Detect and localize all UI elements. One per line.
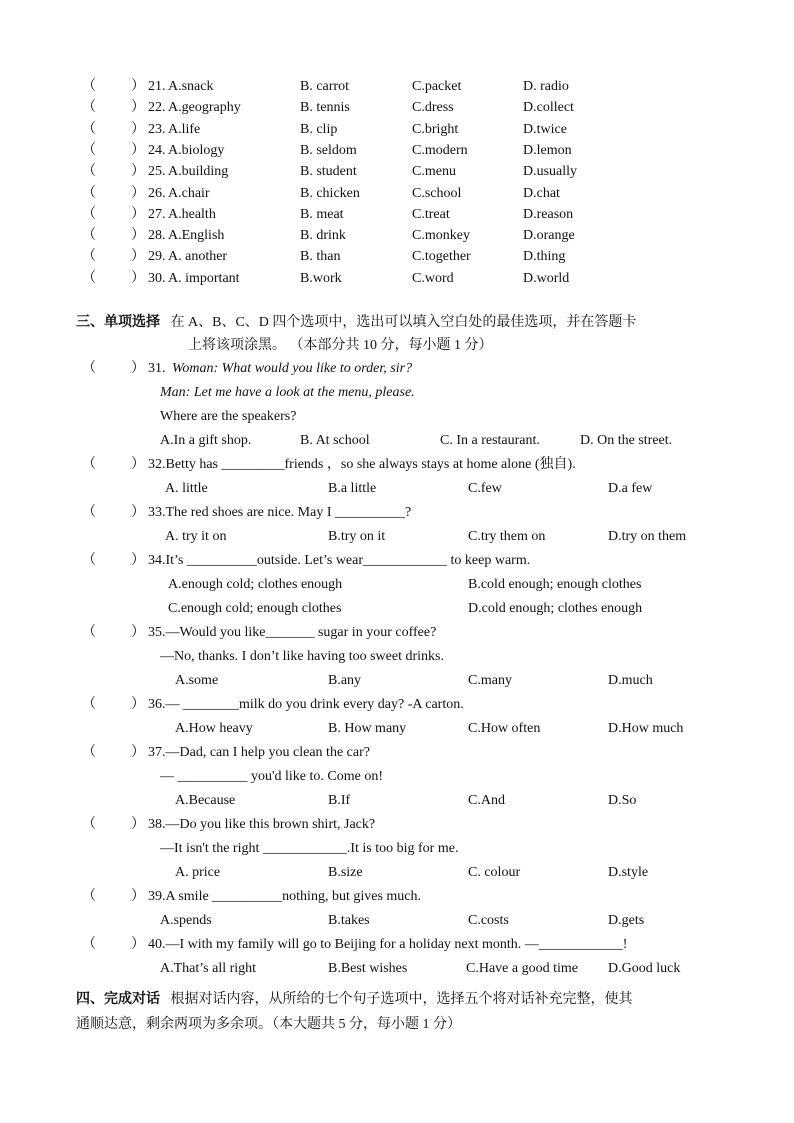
q37-option-d[interactable]: D.So [608, 793, 637, 808]
answer-paren-right: ） [131, 625, 145, 640]
pronunciation-row [0, 98, 794, 119]
option-c[interactable]: C.modern [412, 142, 468, 158]
q33-option-a[interactable]: A. try it on [165, 529, 227, 544]
q34-option-c[interactable]: C.enough cold; enough clothes [168, 601, 342, 616]
answer-paren-left[interactable]: （ [82, 625, 96, 640]
option-c[interactable]: C.monkey [412, 228, 470, 244]
answer-paren-right: ） [131, 100, 145, 116]
option-b[interactable]: B. than [300, 249, 341, 265]
section4-heading [76, 988, 726, 1012]
question-33 [0, 502, 794, 524]
answer-paren-left[interactable]: （ [82, 164, 96, 180]
option-a[interactable]: A.geography [168, 100, 241, 116]
answer-paren-left[interactable]: （ [82, 249, 96, 265]
question-number: 30. [148, 270, 166, 286]
q36-text: 36.— ________milk do you drink every day? -A carton. [148, 697, 464, 712]
option-b[interactable]: B. meat [300, 206, 344, 222]
q40-option-b[interactable]: B.Best wishes [328, 961, 408, 976]
option-c[interactable]: C.word [412, 270, 454, 286]
q34-text: 34.It’s __________outside. Let’s wear____________ to keep warm. [148, 553, 531, 568]
option-c[interactable]: C.bright [412, 121, 459, 137]
answer-paren-right: ） [131, 270, 145, 286]
option-a[interactable]: A.snack [168, 79, 214, 94]
section3-instruction-1: 在 A、B、C、D 四个选项中，选出可以填入空白处的最佳选项，并在答题卡 [170, 315, 637, 330]
q31-option-b[interactable]: B. At school [300, 433, 370, 448]
answer-paren-right: ） [131, 817, 145, 832]
section4-instruction-line2 [76, 1013, 726, 1037]
q35-option-d[interactable]: D.much [608, 673, 653, 688]
q33-text: 33.The red shoes are nice. May I __________? [148, 505, 412, 520]
q36-option-c[interactable]: C.How often [468, 721, 541, 736]
q38-option-c[interactable]: C. colour [468, 865, 521, 880]
answer-paren-left[interactable]: （ [82, 889, 96, 904]
answer-paren-right: ） [131, 79, 145, 94]
q35-option-b[interactable]: B.any [328, 673, 362, 688]
option-d[interactable]: D.lemon [523, 142, 572, 158]
answer-paren-left[interactable]: （ [82, 697, 96, 712]
q31-options [0, 430, 794, 452]
answer-paren-left[interactable]: （ [82, 228, 96, 244]
option-c[interactable]: C.together [412, 249, 471, 265]
question-40 [0, 934, 794, 956]
q33-option-d[interactable]: D.try on them [608, 529, 687, 544]
q38-options [0, 862, 794, 884]
option-a[interactable]: A.health [168, 206, 216, 222]
q38-text: 38.—Do you like this brown shirt, Jack? [148, 817, 376, 832]
answer-paren-left[interactable]: （ [82, 745, 96, 760]
option-b[interactable]: B. chicken [300, 185, 360, 201]
option-a[interactable]: A. important [168, 270, 240, 286]
option-a[interactable]: A.English [168, 228, 225, 244]
answer-paren-right: ） [131, 249, 145, 265]
answer-paren-right: ） [131, 361, 145, 376]
q38-option-b[interactable]: B.size [328, 865, 363, 880]
q31-line2-row [0, 382, 794, 404]
option-b[interactable]: B. carrot [300, 79, 349, 94]
q34-option-a[interactable]: A.enough cold; clothes enough [168, 577, 343, 592]
q37-text: 37.—Dad, can I help you clean the car? [148, 745, 370, 760]
answer-paren-left[interactable]: （ [82, 505, 96, 520]
q31-option-c[interactable]: C. In a restaurant. [440, 433, 540, 448]
answer-paren-right: ） [131, 505, 145, 520]
question-35 [0, 622, 794, 644]
question-31 [0, 358, 794, 380]
question-32 [0, 454, 794, 476]
q40-option-c[interactable]: C.Have a good time [466, 961, 578, 976]
q36-option-b[interactable]: B. How many [328, 721, 407, 736]
question-36 [0, 694, 794, 716]
answer-paren-left[interactable]: （ [82, 142, 96, 158]
answer-paren-left[interactable]: （ [82, 937, 96, 952]
q31-line2: Man: Let me have a look at the menu, please. [160, 385, 415, 400]
option-b[interactable]: B. clip [300, 121, 338, 137]
question-38 [0, 814, 794, 836]
answer-paren-right: ） [131, 745, 145, 760]
q31-option-a[interactable]: A.In a gift shop. [160, 433, 252, 448]
section4-title: 四、完成对话 [76, 992, 160, 1007]
q35-line2-row [0, 646, 794, 668]
question-39 [0, 886, 794, 908]
option-d[interactable]: D.reason [523, 206, 574, 222]
q38-line2-row [0, 838, 794, 860]
q37-line2-row [0, 766, 794, 788]
option-d[interactable]: D.orange [523, 228, 575, 244]
answer-paren-left[interactable]: （ [82, 185, 96, 201]
q35-text: 35.—Would you like_______ sugar in your coffee? [148, 625, 437, 640]
answer-paren-left[interactable]: （ [82, 206, 96, 222]
option-a[interactable]: A.building [168, 164, 229, 180]
option-b[interactable]: B. tennis [300, 100, 350, 116]
q33-option-b[interactable]: B.try on it [328, 529, 386, 544]
q32-options [0, 478, 794, 500]
option-d[interactable]: D.usually [523, 164, 578, 180]
q39-option-b[interactable]: B.takes [328, 913, 370, 928]
answer-paren-right: ） [131, 697, 145, 712]
question-number: 25. [148, 164, 166, 180]
q35-options [0, 670, 794, 692]
pronunciation-row [0, 120, 794, 141]
q34-option-d[interactable]: D.cold enough; clothes enough [468, 601, 643, 616]
question-number: 21. [148, 79, 166, 94]
answer-paren-left[interactable]: （ [82, 270, 96, 286]
q38-option-d[interactable]: D.style [608, 865, 649, 880]
q39-option-d[interactable]: D.gets [608, 913, 645, 928]
answer-paren-right: ） [131, 228, 145, 244]
q35-line2: —No, thanks. I don’t like having too sweet drinks. [160, 649, 444, 664]
q39-option-a[interactable]: A.spends [160, 913, 212, 928]
answer-paren-right: ） [131, 164, 145, 180]
pronunciation-row [0, 141, 794, 162]
option-d[interactable]: D.chat [523, 185, 560, 201]
answer-paren-right: ） [131, 206, 145, 222]
q35-option-a[interactable]: A.some [175, 673, 219, 688]
pronunciation-row [0, 184, 794, 205]
q31-number: 31. [148, 361, 166, 376]
q31-line3-row [0, 406, 794, 428]
q40-option-d[interactable]: D.Good luck [608, 961, 681, 976]
answer-paren-left[interactable]: （ [82, 79, 96, 94]
option-c[interactable]: C.packet [412, 79, 462, 94]
question-number: 28. [148, 228, 166, 244]
option-c[interactable]: C.treat [412, 206, 450, 222]
q33-options [0, 526, 794, 548]
q38-line2: —It isn't the right ____________.It is too big for me. [160, 841, 459, 856]
pronunciation-row [0, 162, 794, 183]
q36-options [0, 718, 794, 740]
answer-paren-right: ） [131, 553, 145, 568]
answer-paren-left[interactable]: （ [82, 121, 96, 137]
answer-paren-right: ） [131, 457, 145, 472]
q32-option-a[interactable]: A. little [165, 481, 208, 496]
option-d[interactable]: D.world [523, 270, 570, 286]
question-number: 23. [148, 121, 166, 137]
answer-paren-left[interactable]: （ [82, 457, 96, 472]
question-number: 24. [148, 142, 166, 158]
pronunciation-row [0, 77, 794, 98]
q36-option-d[interactable]: D.How much [608, 721, 684, 736]
option-a[interactable]: A. another [168, 249, 228, 265]
answer-paren-right: ） [131, 889, 145, 904]
q34-option-b[interactable]: B.cold enough; enough clothes [468, 577, 642, 592]
q39-text: 39.A smile __________nothing, but gives much. [148, 889, 421, 904]
option-b[interactable]: B. seldom [300, 142, 357, 158]
q32-option-c[interactable]: C.few [468, 481, 502, 496]
q36-option-a[interactable]: A.How heavy [175, 721, 253, 736]
answer-paren-left[interactable]: （ [82, 817, 96, 832]
q35-option-c[interactable]: C.many [468, 673, 512, 688]
answer-paren-left[interactable]: （ [82, 361, 96, 376]
answer-paren-right: ） [131, 121, 145, 137]
question-37 [0, 742, 794, 764]
q37-options [0, 790, 794, 812]
q40-option-a[interactable]: A.That’s all right [160, 961, 257, 976]
q37-option-a[interactable]: A.Because [175, 793, 236, 808]
q34-options-row1 [0, 574, 794, 596]
option-b[interactable]: B.work [300, 270, 342, 286]
option-b[interactable]: B. drink [300, 228, 346, 244]
section3-instruction-line2 [188, 334, 794, 358]
option-a[interactable]: A.life [168, 121, 201, 137]
pronunciation-row [0, 226, 794, 247]
q37-option-b[interactable]: B.If [328, 793, 351, 808]
q31-line3: Where are the speakers? [160, 409, 297, 424]
option-d[interactable]: D.twice [523, 121, 567, 137]
pronunciation-row [0, 269, 794, 290]
option-d[interactable]: D.collect [523, 100, 574, 116]
answer-paren-right: ） [131, 937, 145, 952]
question-number: 22. [148, 100, 166, 116]
q37-option-c[interactable]: C.And [468, 793, 505, 808]
q31-option-d[interactable]: D. On the street. [580, 433, 673, 448]
q39-option-c[interactable]: C.costs [468, 913, 509, 928]
q32-option-b[interactable]: B.a little [328, 481, 377, 496]
q32-text: 32.Betty has _________friends ，so she always stays at home alone (独自). [148, 457, 576, 472]
question-34 [0, 550, 794, 572]
q38-option-a[interactable]: A. price [175, 865, 221, 880]
section4-instruction-1: 根据对话内容，从所给的七个句子选项中，选择五个将对话补充完整，使其 [170, 992, 633, 1007]
pronunciation-row [0, 205, 794, 226]
q37-line2: — __________ you'd like to. Come on! [160, 769, 384, 784]
answer-paren-left[interactable]: （ [82, 553, 96, 568]
section3-title: 三、单项选择 [76, 315, 160, 330]
q34-options-row2 [0, 598, 794, 620]
q40-options [0, 958, 794, 980]
q39-options [0, 910, 794, 932]
q32-option-d[interactable]: D.a few [608, 481, 653, 496]
answer-paren-right: ） [131, 185, 145, 201]
option-d[interactable]: D.thing [523, 249, 566, 265]
question-number: 29. [148, 249, 166, 265]
section4-instruction-2: 通顺达意，剩余两项为多余项。（本大题共 5 分，每小题 1 分） [76, 1017, 461, 1032]
q40-text: 40.—I with my family will go to Beijing for a holiday next month. —____________! [148, 937, 628, 952]
section3-heading [76, 311, 726, 335]
q33-option-c[interactable]: C.try them on [468, 529, 546, 544]
pronunciation-row [0, 247, 794, 268]
option-d[interactable]: D. radio [523, 79, 569, 94]
section3-instruction-2: 上将该项涂黑。 （本部分共 10 分，每小题 1 分） [188, 338, 493, 353]
question-number: 26. [148, 185, 166, 201]
option-c[interactable]: C.dress [412, 100, 454, 116]
question-number: 27. [148, 206, 166, 222]
option-a[interactable]: A.chair [168, 185, 210, 201]
option-c[interactable]: C.school [412, 185, 462, 201]
answer-paren-left[interactable]: （ [82, 100, 96, 116]
answer-paren-right: ） [131, 142, 145, 158]
option-b[interactable]: B. student [300, 164, 357, 180]
option-a[interactable]: A.biology [168, 142, 225, 158]
q31-line1: Woman: What would you like to order, sir? [172, 361, 413, 376]
option-c[interactable]: C.menu [412, 164, 456, 180]
